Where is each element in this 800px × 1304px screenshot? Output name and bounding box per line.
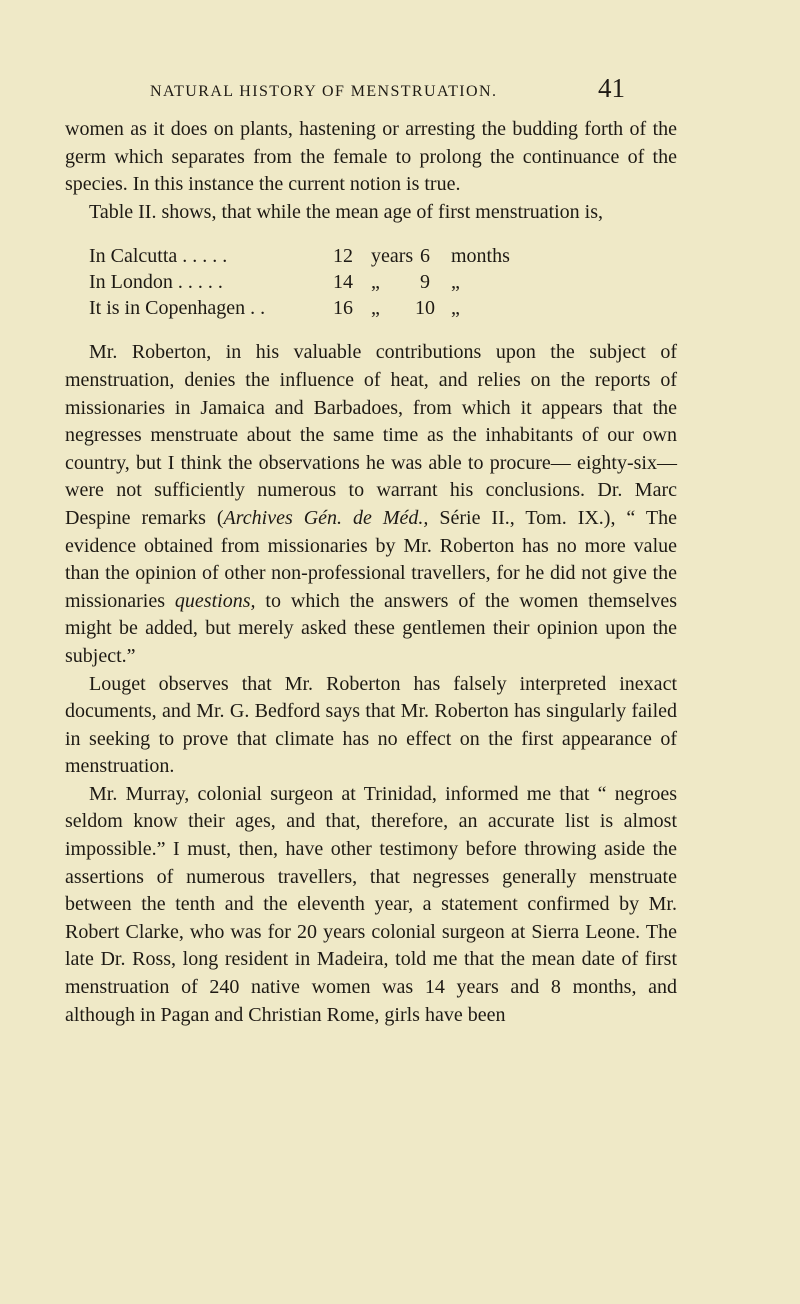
paragraph-4: Louget observes that Mr. Roberton has falsely interpreted inexact documents, and Mr. G. Bedford says that Mr. Roberton has singularly failed in seeking to prove that climate has no effect on the first appearance of menstruation. bbox=[65, 672, 677, 778]
table-years: 16 bbox=[333, 297, 353, 320]
table-years-unit: years bbox=[371, 245, 414, 268]
table-months: 9 bbox=[420, 271, 430, 294]
table-row bbox=[89, 295, 677, 321]
table-months: 6 bbox=[420, 245, 430, 268]
table-years: 12 bbox=[333, 245, 353, 268]
paragraph-3-text-b: Série II., Tom. IX.), “ The evidence obtained from missionaries by Mr. Roberton has no more value than the opinion of other non-professional travellers, for he did not give the missionaries bbox=[65, 506, 677, 612]
paragraph-5: Mr. Murray, colonial surgeon at Trinidad, informed me that “ negroes seldom know their ages, and that, therefore, an accurate list is almost impossible.” I must, then, have other testimony before throwing aside the assertions of numerous travellers, that negresses generally menstruate between the tenth and the eleventh year, a statement confirmed by Mr. Robert Clarke, who was for 20 years colonial surgeon at Sierra Leone. The late Dr. Ross, long resident in Madeira, told me that the mean date of first menstruation of 240 native women was 14 years and 8 months, and although in Pagan and Christian Rome, girls have been bbox=[65, 782, 677, 1026]
emphasis-text: questions, bbox=[174, 589, 256, 612]
paragraph-3 bbox=[65, 339, 677, 670]
table-row bbox=[89, 243, 677, 269]
table-city: In Calcutta . . . . . bbox=[89, 245, 228, 268]
page-number: 41 bbox=[598, 73, 625, 103]
table-years: 14 bbox=[333, 271, 353, 294]
table-months-unit: „ bbox=[451, 271, 460, 294]
paragraph-3-text-c: to which the answers of the women themselves might be added, but merely asked these gentlemen their opinion upon the subject.” bbox=[65, 589, 677, 667]
table-city: In London . . . . . bbox=[89, 271, 223, 294]
table-months-unit: „ bbox=[451, 297, 460, 320]
body-text bbox=[65, 116, 677, 1029]
table-city: It is in Copenhagen . . bbox=[89, 297, 266, 320]
table-years-unit: „ bbox=[371, 271, 380, 294]
paragraph-2: Table II. shows, that while the mean age of first menstruation is, bbox=[89, 200, 604, 223]
menstruation-age-table bbox=[65, 243, 677, 321]
table-months: 10 bbox=[415, 297, 435, 320]
paragraph-1: women as it does on plants, hastening or arresting the budding forth of the germ which separates from the female to prolong the continuance of the species. In this instance the current notion is true. bbox=[65, 118, 677, 196]
table-years-unit: „ bbox=[371, 297, 380, 320]
table-row bbox=[89, 269, 677, 295]
table-months-unit: months bbox=[451, 245, 510, 268]
running-title: NATURAL HISTORY OF MENSTRUATION. bbox=[150, 83, 498, 100]
paragraph-3-text-a: Mr. Roberton, in his valuable contributions upon the subject of menstruation, denies the influence of heat, and relies on the reports of missionaries in Jamaica and Barbadoes, from which it appears that the negresses menstruate about the same time as the inhabitants of our own country, but I think the observations he was able to procure— eighty-six—were not sufficiently numerous to warrant his conclusions. Dr. Marc Despine remarks ( bbox=[65, 341, 677, 529]
journal-title: Archives Gén. de Méd., bbox=[223, 506, 429, 529]
